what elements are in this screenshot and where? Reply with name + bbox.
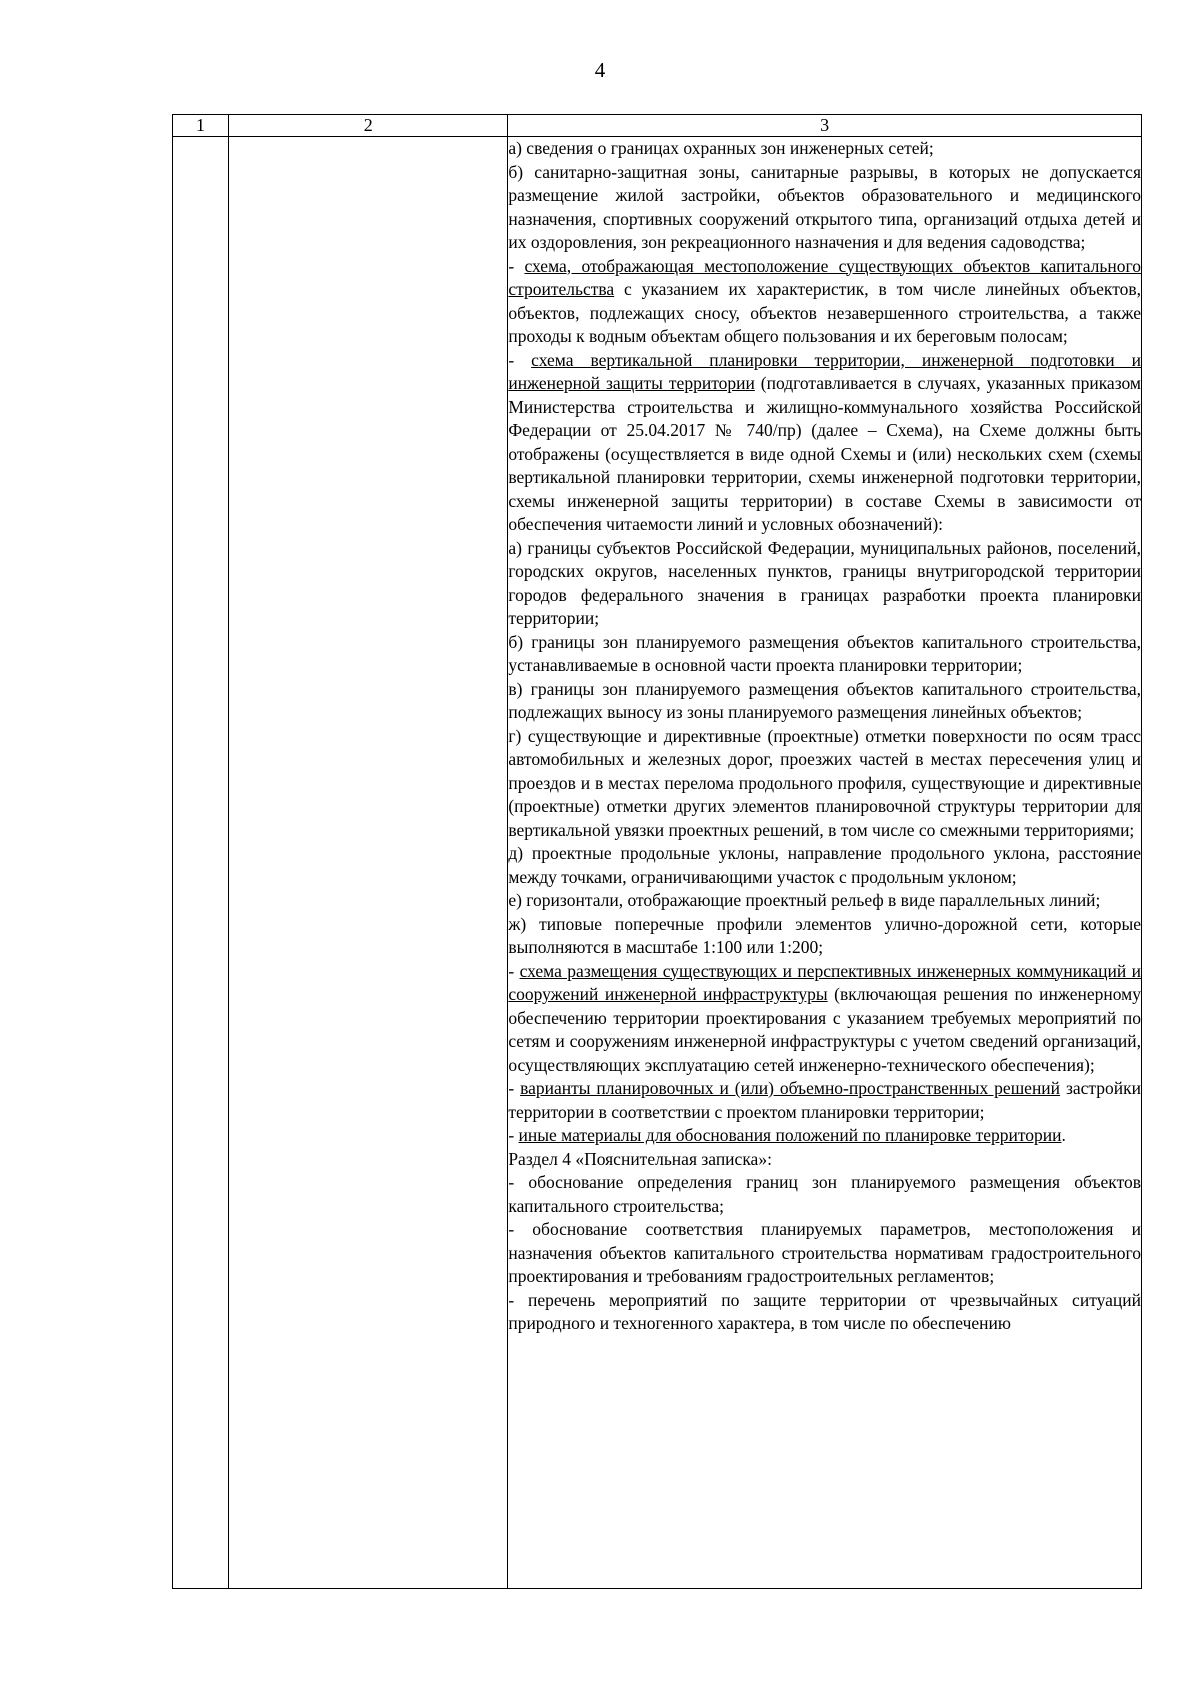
paragraph [508, 889, 1141, 913]
text-segment: ж) типовые поперечные профили элементов улично-дорожной сети, которые выполняются в масштабе 1:100 или 1:200; [508, 913, 1141, 957]
paragraph [508, 678, 1141, 725]
text-segment: - [508, 960, 520, 981]
text-segment: а) границы субъектов Российской Федерации, муниципальных районов, поселений, городских округов, населенных пунктов, границы внутригородской территории городов федерального значения в границах разработки проекта планировки территории; [508, 537, 1141, 628]
paragraph [508, 842, 1141, 889]
paragraph [508, 1148, 1141, 1172]
paragraph [508, 1289, 1141, 1336]
text-segment: в) границы зон планируемого размещения объектов капитального строительства, подлежащих выносу из зоны планируемого размещения линейных объектов; [508, 678, 1141, 722]
document-table [172, 114, 1142, 1589]
underlined-text: схема размещения существующих и перспективных инженерных коммуникаций и сооружений инженерной инфраструктуры [508, 960, 1142, 1004]
paragraph [508, 137, 1141, 161]
header-cell-3: 3 [508, 115, 1142, 137]
cell-col-2 [229, 137, 508, 1589]
underlined-text: схема, отображающая местоположение существующих объектов капитального строительства [508, 255, 1142, 299]
paragraph [508, 1218, 1141, 1289]
header-cell-1: 1 [173, 115, 229, 137]
text-segment: (подготавливается в случаях, указанных приказом Министерства строительства и жилищно-коммунального хозяйства Российской Федерации от 25.04.2017 № 740/пр) (далее – Схема), на Схеме должны быть отображены (осуществляется в виде одной Схемы и (или) нескольких схем (схемы вертикальной планировки территории, схемы инженерной подготовки территории, схемы инженерной защиты территории) в составе Схемы в зависимости от обеспечения читаемости линий и условных обозначений): [508, 373, 1141, 534]
text-segment: застройки территории в соответствии с проектом планировки территории; [508, 1078, 1141, 1122]
text-segment: е) горизонтали, отображающие проектный рельеф в виде параллельных линий; [508, 890, 1101, 910]
paragraph [508, 960, 1141, 1078]
cell-col-3 [508, 137, 1142, 1589]
text-segment: б) границы зон планируемого размещения объектов капитального строительства, устанавливаемые в основной части проекта планировки территории; [508, 631, 1141, 675]
text-segment: с указанием их характеристик, в том числе линейных объектов, объектов, подлежащих сносу, объектов незавершенного строительства, а также проходы к водным объектам общего пользования и их береговым полосам; [508, 279, 1141, 346]
text-segment: - [508, 1078, 521, 1098]
paragraph-container [508, 137, 1141, 1336]
text-segment: - [508, 349, 532, 370]
text-segment: (включающая решения по инженерному обеспечению территории проектирования с указанием требуемых мероприятий по сетям и сооружениям инженерной инфраструктуры с учетом сведений организаций, осуществляющих эксплуатацию сетей инженерно-технического обеспечения); [508, 984, 1142, 1075]
text-segment: - перечень мероприятий по защите территории от чрезвычайных ситуаций природного и техногенного характера, в том числе по обеспечению [508, 1289, 1141, 1333]
paragraph [508, 349, 1141, 537]
paragraph [508, 1171, 1141, 1218]
paragraph [508, 631, 1141, 678]
text-segment: . [1061, 1125, 1066, 1145]
page-number: 4 [594, 58, 606, 82]
text-segment: Раздел 4 «Пояснительная записка»: [508, 1148, 772, 1169]
text-segment: г) существующие и директивные (проектные) отметки поверхности по осям трасс автомобильных и железных дорог, проезжих частей в местах пересечения улиц и проездов и в местах перелома продольного профиля, существующие и директивные (проектные) отметки других элементов планировочной структуры территории для вертикальной увязки проектных решений, в том числе со смежными территориями; [508, 725, 1141, 840]
paragraph [508, 255, 1141, 349]
underlined-text: схема вертикальной планировки территории, инженерной подготовки и инженерной защиты территории [508, 349, 1141, 393]
paragraph [508, 537, 1141, 631]
table-header-row [173, 115, 1142, 137]
underlined-text: варианты планировочных и (или) объемно-пространственных решений [520, 1078, 1061, 1098]
paragraph [508, 1077, 1141, 1124]
text-segment: д) проектные продольные уклоны, направление продольного уклона, расстояние между точками, ограничивающими участок с продольным уклоном; [508, 843, 1141, 887]
text-segment: - [508, 255, 525, 276]
underlined-text: иные материалы для обоснования положений по планировке территории [518, 1125, 1062, 1145]
paragraph [508, 725, 1141, 843]
header-cell-2: 2 [229, 115, 508, 137]
table-row [173, 137, 1142, 1589]
paragraph [508, 161, 1141, 255]
cell-col-1 [173, 137, 229, 1589]
paragraph [508, 1124, 1141, 1148]
text-segment: - обоснование определения границ зон планируемого размещения объектов капитального строительства; [508, 1172, 1141, 1216]
text-segment: - [508, 1125, 519, 1145]
text-segment: а) сведения о границах охранных зон инженерных сетей; [508, 138, 934, 158]
text-segment: - обоснование соответствия планируемых параметров, местоположения и назначения объектов капитального строительства нормативам градостроительного проектирования и требованиям градостроительных регламентов; [508, 1219, 1141, 1286]
paragraph [508, 913, 1141, 960]
text-segment: б) санитарно-защитная зоны, санитарные разрывы, в которых не допускается размещение жилой застройки, объектов образовательного и медицинского назначения, спортивных сооружений открытого типа, организаций отдыха детей и их оздоровления, зон рекреационного назначения и для ведения садоводства; [508, 161, 1141, 252]
